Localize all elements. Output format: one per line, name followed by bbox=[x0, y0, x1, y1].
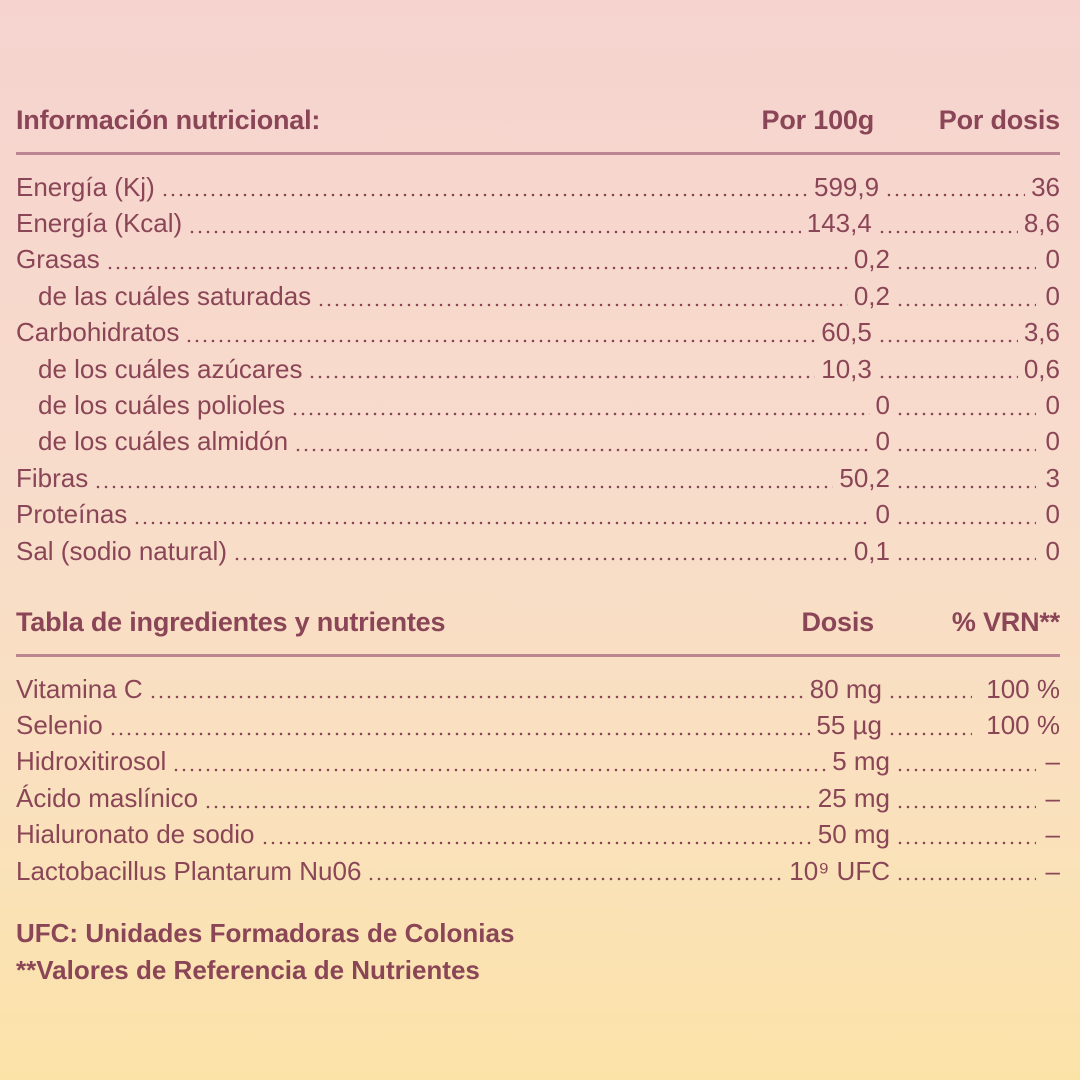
row-label: Hialuronato de sodio bbox=[16, 819, 255, 850]
dot-leader bbox=[106, 266, 848, 270]
ingredients-header bbox=[16, 602, 1060, 642]
per-dose-value: 36 bbox=[1031, 171, 1060, 202]
per-100g-value: 0,2 bbox=[853, 280, 890, 311]
row-label: de los cuáles polioles bbox=[38, 390, 286, 421]
dot-leader bbox=[261, 841, 812, 845]
vrn-header: % VRN** bbox=[951, 606, 1060, 637]
row-label: de los cuáles azúcares bbox=[38, 353, 303, 384]
vrn-value: 100 % bbox=[986, 710, 1060, 741]
per-dose-value: 0,6 bbox=[1023, 353, 1060, 384]
dot-leader bbox=[878, 339, 1018, 343]
dot-leader bbox=[896, 485, 1036, 489]
per-100g-header: Por 100g bbox=[761, 104, 874, 135]
dot-leader bbox=[896, 412, 1036, 416]
nutrition-title: Información nutricional: bbox=[16, 104, 321, 135]
per-100g-value: 599,9 bbox=[814, 171, 880, 202]
row-label: Sal (sodio natural) bbox=[16, 535, 227, 566]
table-row bbox=[16, 278, 1060, 314]
dose-value: 25 mg bbox=[817, 782, 890, 813]
row-label: Grasas bbox=[16, 244, 100, 275]
per-100g-value: 143,4 bbox=[806, 208, 872, 239]
dot-leader bbox=[896, 521, 1036, 525]
table-row bbox=[16, 853, 1060, 889]
row-label: Selenio bbox=[16, 710, 103, 741]
table-row bbox=[16, 424, 1060, 460]
dot-leader bbox=[885, 193, 1025, 197]
dot-leader bbox=[133, 521, 869, 525]
table-row bbox=[16, 497, 1060, 533]
vrn-value: – bbox=[1045, 819, 1060, 850]
dot-leader bbox=[896, 557, 1036, 561]
dot-leader bbox=[896, 805, 1036, 809]
row-label: de las cuáles saturadas bbox=[38, 280, 312, 311]
per-100g-value: 0,2 bbox=[853, 244, 890, 275]
dot-leader bbox=[172, 768, 826, 772]
table-row bbox=[16, 351, 1060, 387]
per-100g-value: 0 bbox=[875, 499, 890, 530]
table-row bbox=[16, 315, 1060, 351]
nutrition-header bbox=[16, 100, 1060, 140]
per-100g-value: 0 bbox=[875, 426, 890, 457]
table-row bbox=[16, 387, 1060, 423]
row-label: de los cuáles almidón bbox=[38, 426, 289, 457]
dot-leader bbox=[896, 877, 1036, 881]
dot-leader bbox=[308, 375, 815, 379]
per-dose-value: 3 bbox=[1045, 462, 1060, 493]
per-dose-value: 0 bbox=[1045, 499, 1060, 530]
dot-leader bbox=[367, 877, 783, 881]
dot-leader bbox=[896, 266, 1036, 270]
dot-leader bbox=[109, 732, 811, 736]
per-dose-value: 0 bbox=[1045, 280, 1060, 311]
dot-leader bbox=[896, 448, 1036, 452]
dot-leader bbox=[896, 841, 1036, 845]
table-row bbox=[16, 169, 1060, 205]
ingredient-rows bbox=[16, 671, 1060, 889]
dose-value: 80 mg bbox=[809, 673, 882, 704]
ufc-footnote: UFC: Unidades Formadoras de Colonias bbox=[16, 918, 515, 948]
dot-leader bbox=[294, 448, 869, 452]
dot-leader bbox=[291, 412, 869, 416]
vrn-value: – bbox=[1045, 855, 1060, 886]
footnotes bbox=[16, 915, 514, 989]
dot-leader bbox=[878, 230, 1018, 234]
header-divider bbox=[16, 152, 1060, 155]
row-label: Fibras bbox=[16, 462, 89, 493]
row-label: Hidroxitirosol bbox=[16, 746, 167, 777]
table-row bbox=[16, 780, 1060, 816]
ingredients-table bbox=[16, 602, 1060, 889]
dot-leader bbox=[317, 303, 848, 307]
dose-value: 50 mg bbox=[817, 819, 890, 850]
per-100g-value: 50,2 bbox=[839, 462, 890, 493]
table-row bbox=[16, 744, 1060, 780]
per-dose-header: Por dosis bbox=[938, 104, 1060, 135]
table-row bbox=[16, 817, 1060, 853]
per-dose-value: 3,6 bbox=[1023, 317, 1060, 348]
dose-header: Dosis bbox=[801, 606, 874, 637]
dose-value: 10⁹ UFC bbox=[789, 855, 890, 886]
vrn-value: – bbox=[1045, 782, 1060, 813]
dot-leader bbox=[888, 732, 972, 736]
per-dose-value: 0 bbox=[1045, 535, 1060, 566]
dot-leader bbox=[161, 193, 808, 197]
vrn-value: 100 % bbox=[986, 673, 1060, 704]
dot-leader bbox=[185, 339, 815, 343]
nutrition-rows bbox=[16, 169, 1060, 569]
vrn-value: – bbox=[1045, 746, 1060, 777]
table-row bbox=[16, 205, 1060, 241]
row-label: Energía (Kcal) bbox=[16, 208, 183, 239]
dot-leader bbox=[204, 805, 812, 809]
dot-leader bbox=[149, 695, 804, 699]
row-label: Ácido maslínico bbox=[16, 782, 199, 813]
dot-leader bbox=[878, 375, 1018, 379]
dot-leader bbox=[896, 768, 1036, 772]
per-dose-value: 8,6 bbox=[1023, 208, 1060, 239]
row-label: Lactobacillus Plantarum Nu06 bbox=[16, 855, 362, 886]
dose-value: 5 mg bbox=[832, 746, 890, 777]
per-100g-value: 0,1 bbox=[853, 535, 890, 566]
per-100g-value: 10,3 bbox=[821, 353, 872, 384]
per-dose-value: 0 bbox=[1045, 426, 1060, 457]
ingredients-title: Tabla de ingredientes y nutrientes bbox=[16, 606, 446, 637]
per-dose-value: 0 bbox=[1045, 244, 1060, 275]
per-100g-value: 0 bbox=[875, 390, 890, 421]
row-label: Carbohidratos bbox=[16, 317, 180, 348]
table-row bbox=[16, 533, 1060, 569]
dot-leader bbox=[888, 695, 972, 699]
row-label: Energía (Kj) bbox=[16, 171, 155, 202]
per-100g-value: 60,5 bbox=[821, 317, 872, 348]
table-row bbox=[16, 242, 1060, 278]
table-row bbox=[16, 671, 1060, 707]
dot-leader bbox=[94, 485, 833, 489]
nutrition-table bbox=[16, 100, 1060, 569]
row-label: Vitamina C bbox=[16, 673, 143, 704]
dot-leader bbox=[896, 303, 1036, 307]
vrn-footnote: **Valores de Referencia de Nutrientes bbox=[16, 955, 480, 985]
dot-leader bbox=[233, 557, 848, 561]
table-row bbox=[16, 460, 1060, 496]
table-row bbox=[16, 707, 1060, 743]
dose-value: 55 µg bbox=[816, 710, 882, 741]
per-dose-value: 0 bbox=[1045, 390, 1060, 421]
row-label: Proteínas bbox=[16, 499, 128, 530]
header-divider bbox=[16, 654, 1060, 657]
dot-leader bbox=[188, 230, 801, 234]
